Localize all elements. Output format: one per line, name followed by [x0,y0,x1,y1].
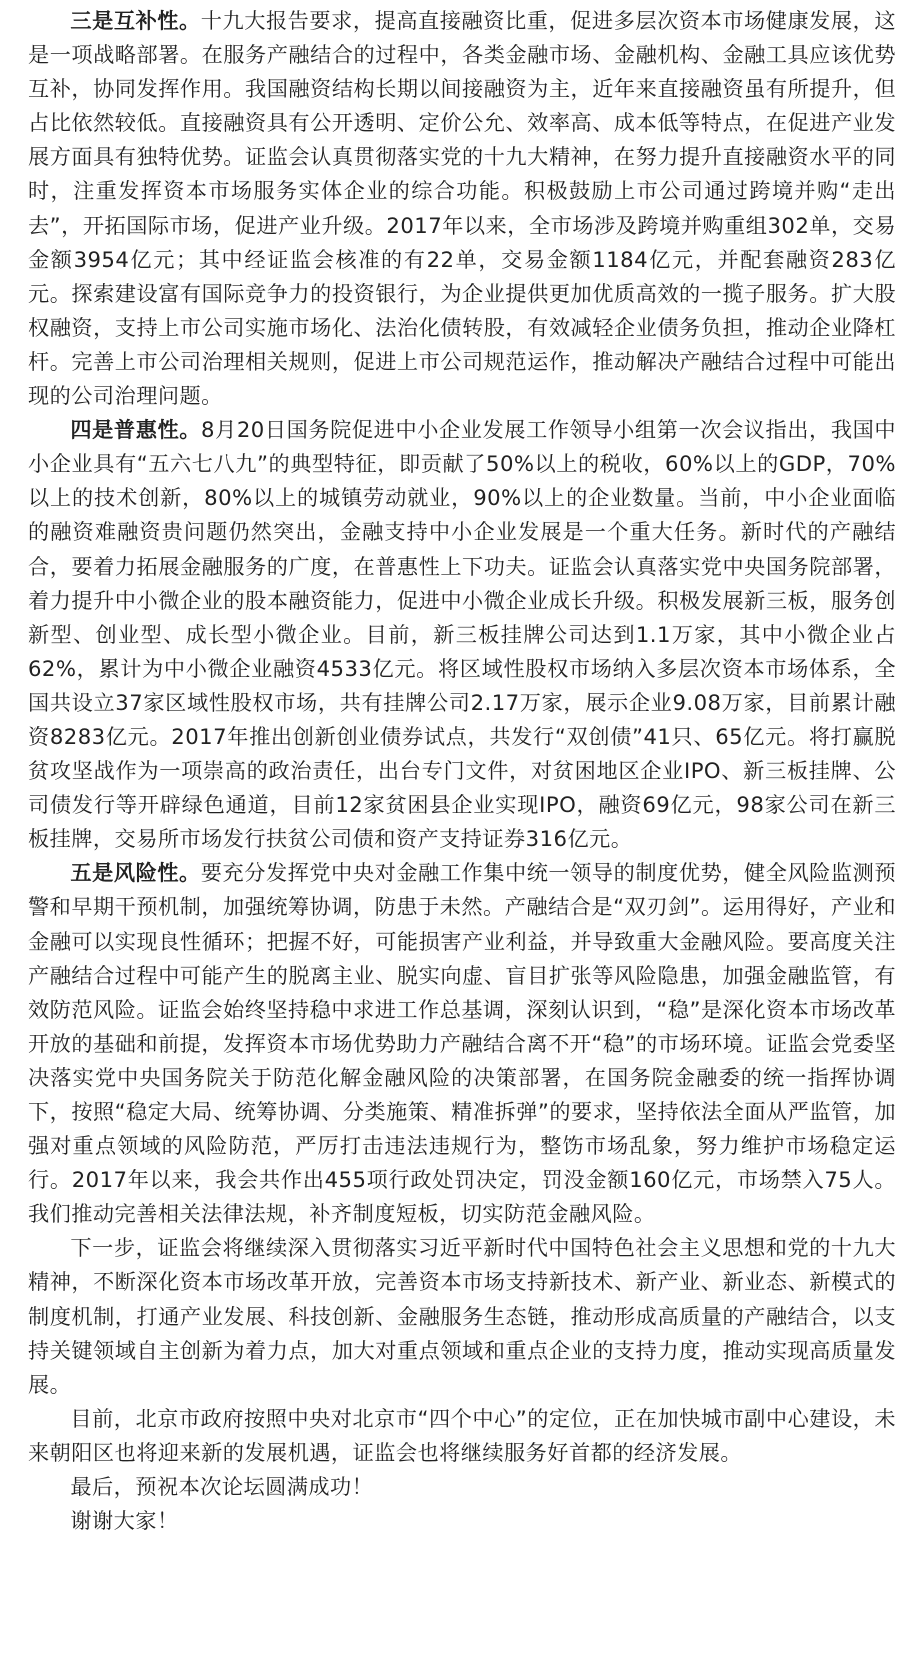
paragraph-next-steps [28,1231,896,1401]
paragraph-text: 要充分发挥党中央对金融工作集中统一领导的制度优势，健全风险监测预警和早期干预机制，加强统筹协调，防患于未然。产融结合是“双刃剑”。运用得好，产业和金融可以实现良性循环；把握不好，可能损害产业利益，并导致重大金融风险。要高度关注产融结合过程中可能产生的脱离主业、脱实向虚、盲目扩张等风险隐患，加强金融监管，有效防范风险。证监会始终坚持稳中求进工作总基调，深刻认识到，“稳”是深化资本市场改革开放的基础和前提，发挥资本市场优势助力产融结合离不开“稳”的市场环境。证监会党委坚决落实党中央国务院关于防范化解金融风险的决策部署，在国务院金融委的统一指挥协调下，按照“稳定大局、统筹协调、分类施策、精准拆弹”的要求，坚持依法全面从严监管，加强对重点领域的风险防范，严厉打击违法违规行为，整饬市场乱象，努力维护市场稳定运行。2017年以来，我会共作出455项行政处罚决定，罚没金额160亿元，市场禁入75人。我们推动完善相关法律法规，补齐制度短板，切实防范金融风险。 [28,860,896,1227]
paragraph-text: 谢谢大家！ [70,1508,179,1534]
paragraph-heading: 五是风险性。 [70,860,201,886]
paragraph-text: 十九大报告要求，提高直接融资比重，促进多层次资本市场健康发展，这是一项战略部署。在服务产融结合的过程中，各类金融市场、金融机构、金融工具应该优势互补，协同发挥作用。我国融资结构长期以间接融资为主，近年来直接融资虽有所提升，但占比依然较低。直接融资具有公开透明、定价公允、效率高、成本低等特点，在促进产业发展方面具有独特优势。证监会认真贯彻落实党的十九大精神，在努力提升直接融资水平的同时，注重发挥资本市场服务实体企业的综合功能。积极鼓励上市公司通过跨境并购“走出去”，开拓国际市场，促进产业升级。2017年以来，全市场涉及跨境并购重组302单，交易金额3954亿元；其中经证监会核准的有22单，交易金额1184亿元，并配套融资283亿元。探索建设富有国际竞争力的投资银行，为企业提供更加优质高效的一揽子服务。扩大股权融资，支持上市公司实施市场化、法治化债转股，有效减轻企业债务负担，推动企业降杠杆。完善上市公司治理相关规则，促进上市公司规范运作，推动解决产融结合过程中可能出现的公司治理问题。 [28,8,896,409]
paragraph-text: 8月20日国务院促进中小企业发展工作领导小组第一次会议指出，我国中小企业具有“五六七八九”的典型特征，即贡献了50%以上的税收，60%以上的GDP，70%以上的技术创新，80%以上的城镇劳动就业，90%以上的企业数量。当前，中小企业面临的融资难融资贵问题仍然突出，金融支持中小企业发展是一个重大任务。新时代的产融结合，要着力拓展金融服务的广度，在普惠性上下功夫。证监会认真落实党中央国务院部署，着力提升中小微企业的股本融资能力，促进中小微企业成长升级。积极发展新三板，服务创新型、创业型、成长型小微企业。目前，新三板挂牌公司达到1.1万家，其中小微企业占62%，累计为中小微企业融资4533亿元。将区域性股权市场纳入多层次资本市场体系，全国共设立37家区域性股权市场，共有挂牌公司2.17万家，展示企业9.08万家，目前累计融资8283亿元。2017年推出创新创业债券试点，共发行“双创债”41只、65亿元。将打赢脱贫攻坚战作为一项崇高的政治责任，出台专门文件，对贫困地区企业IPO、新三板挂牌、公司债发行等开辟绿色通道，目前12家贫困县企业实现IPO，融资69亿元，98家公司在新三板挂牌，交易所市场发行扶贫公司债和资产支持证券316亿元。 [28,417,897,852]
paragraph-heading: 四是普惠性。 [70,417,202,443]
paragraph-text: 目前，北京市政府按照中央对北京市“四个中心”的定位，正在加快城市副中心建设，未来朝阳区也将迎来新的发展机遇，证监会也将继续服务好首都的经济发展。 [28,1405,896,1465]
paragraph-text: 最后，预祝本次论坛圆满成功！ [70,1474,374,1500]
paragraph-text: 下一步，证监会将继续深入贯彻落实习近平新时代中国特色社会主义思想和党的十九大精神，不断深化资本市场改革开放，完善资本市场支持新技术、新产业、新业态、新模式的制度机制，打通产业发展、科技创新、金融服务生态链，推动形成高质量的产融结合，以支持关键领域自主创新为着力点，加大对重点领域和重点企业的支持力度，推动实现高质量发展。 [28,1235,896,1397]
paragraph-heading: 三是互补性。 [70,8,201,33]
paragraph-inclusiveness [28,413,896,856]
paragraph-beijing [28,1402,896,1470]
paragraph-risk [28,856,896,1231]
paragraph-complementarity [28,4,896,413]
paragraph-wishes [28,1470,896,1504]
paragraph-thanks [28,1504,896,1538]
